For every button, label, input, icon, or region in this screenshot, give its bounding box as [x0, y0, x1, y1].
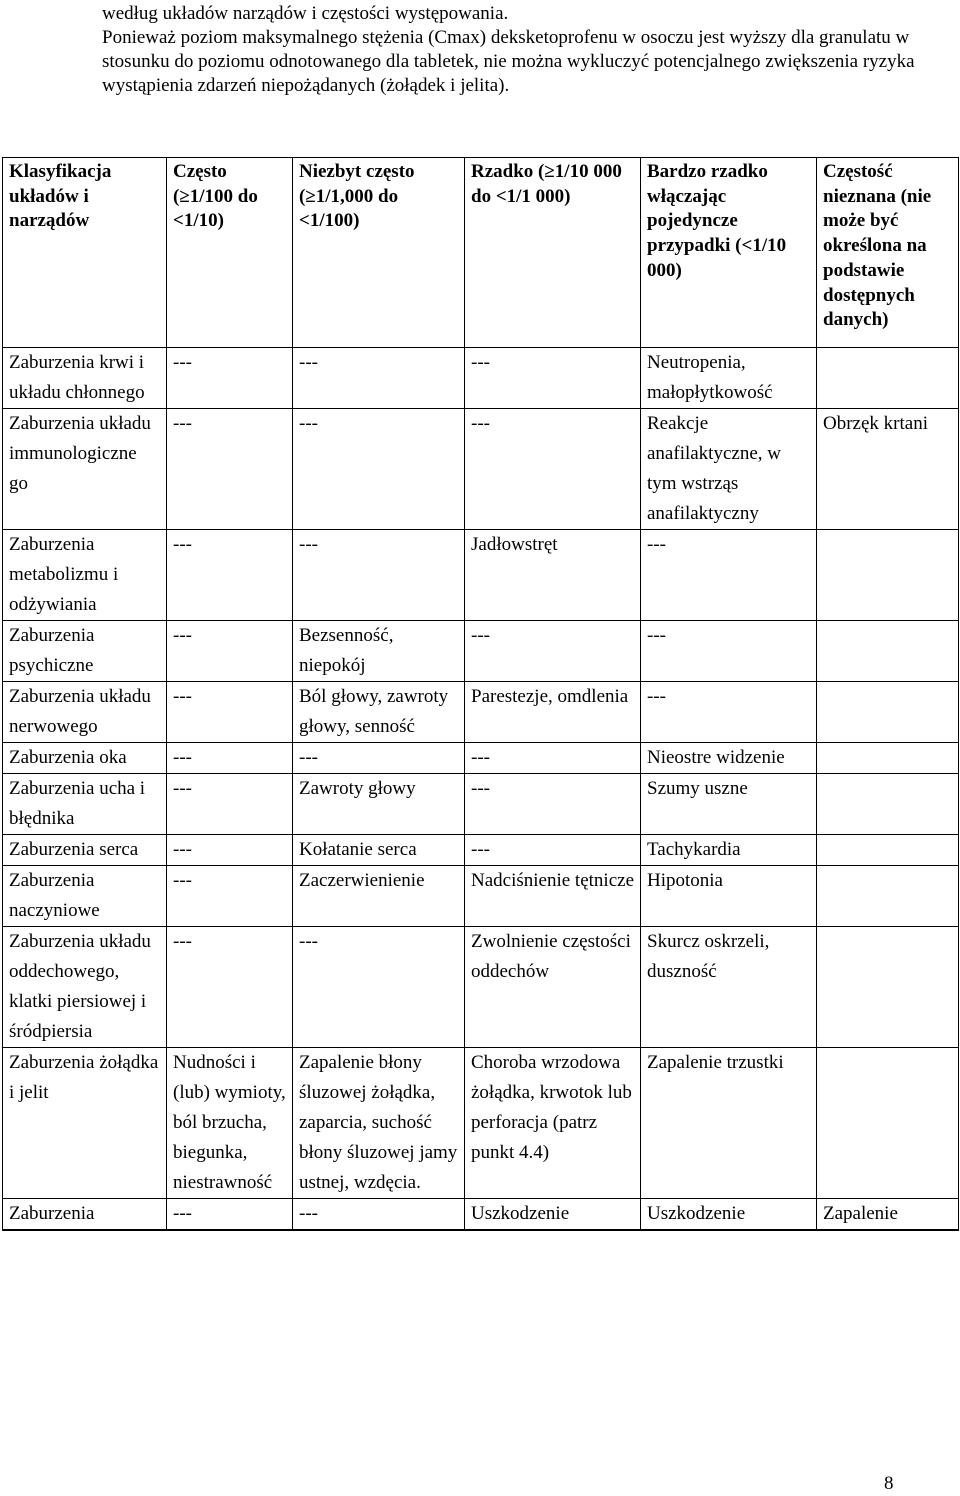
cell-uncommon: --- — [293, 742, 465, 773]
cell-rare: --- — [465, 834, 641, 865]
cell-very-rare: Tachykardia — [641, 834, 817, 865]
cell-very-rare: Nieostre widzenie — [641, 742, 817, 773]
row-soc: Zaburzenia układu oddechowego, klatki piersiowej i śródpiersia — [3, 926, 167, 1047]
table-row — [3, 742, 959, 773]
cell-unknown — [817, 773, 959, 834]
row-soc: Zaburzenia żołądka i jelit — [3, 1047, 167, 1198]
table-row — [3, 1047, 959, 1198]
cell-rare: Choroba wrzodowa żołądka, krwotok lub perforacja (patrz punkt 4.4) — [465, 1047, 641, 1198]
table-row — [3, 681, 959, 742]
cell-unknown — [817, 742, 959, 773]
cell-uncommon: Zapalenie błony śluzowej żołądka, zaparcia, suchość błony śluzowej jamy ustnej, wzdęcia. — [293, 1047, 465, 1198]
cell-rare: --- — [465, 620, 641, 681]
header-uncommon: Niezbyt często (≥1/1,000 do <1/100) — [293, 158, 465, 348]
cell-very-rare: Reakcje anafilaktyczne, w tym wstrząs anafilaktyczny — [641, 408, 817, 529]
intro-line: według układów narządów i częstości występowania. — [102, 3, 509, 24]
header-rare: Rzadko (≥1/10 000 do <1/1 000) — [465, 158, 641, 348]
cell-common: --- — [167, 347, 293, 408]
table-row — [3, 1198, 959, 1230]
cell-rare: Nadciśnienie tętnicze — [465, 865, 641, 926]
row-soc: Zaburzenia układu immunologiczne go — [3, 408, 167, 529]
cell-common: --- — [167, 408, 293, 529]
cell-common: --- — [167, 773, 293, 834]
table-row — [3, 347, 959, 408]
adverse-reactions-table — [2, 157, 959, 1231]
cell-rare: Parestezje, omdlenia — [465, 681, 641, 742]
row-soc: Zaburzenia naczyniowe — [3, 865, 167, 926]
cell-unknown — [817, 926, 959, 1047]
table-row — [3, 926, 959, 1047]
cell-very-rare: --- — [641, 529, 817, 620]
header-common: Często (≥1/100 do <1/10) — [167, 158, 293, 348]
cell-uncommon: --- — [293, 1198, 465, 1230]
cell-common: --- — [167, 926, 293, 1047]
cell-unknown — [817, 529, 959, 620]
row-soc: Zaburzenia psychiczne — [3, 620, 167, 681]
cell-uncommon: Zaczerwienienie — [293, 865, 465, 926]
cell-very-rare: Neutropenia, małopłytkowość — [641, 347, 817, 408]
cell-rare: --- — [465, 408, 641, 529]
row-soc: Zaburzenia krwi i układu chłonnego — [3, 347, 167, 408]
cell-unknown: Zapalenie — [817, 1198, 959, 1230]
cell-very-rare: Hipotonia — [641, 865, 817, 926]
cell-uncommon: Zawroty głowy — [293, 773, 465, 834]
cell-rare: --- — [465, 773, 641, 834]
cell-unknown — [817, 681, 959, 742]
cell-common: --- — [167, 529, 293, 620]
cell-common: Nudności i (lub) wymioty, ból brzucha, biegunka, niestrawność — [167, 1047, 293, 1198]
row-soc: Zaburzenia serca — [3, 834, 167, 865]
cell-common: --- — [167, 620, 293, 681]
header-unknown: Częstość nieznana (nie może być określona na podstawie dostępnych danych) — [817, 158, 959, 348]
header-soc: Klasyfikacja układów i narządów — [3, 158, 167, 348]
cell-uncommon: Kołatanie serca — [293, 834, 465, 865]
cell-unknown — [817, 1047, 959, 1198]
cell-unknown — [817, 865, 959, 926]
cell-rare: Uszkodzenie — [465, 1198, 641, 1230]
cell-uncommon: --- — [293, 529, 465, 620]
cell-unknown — [817, 347, 959, 408]
table-row — [3, 620, 959, 681]
table-row — [3, 408, 959, 529]
cell-uncommon: --- — [293, 347, 465, 408]
row-soc: Zaburzenia — [3, 1198, 167, 1230]
cell-uncommon: --- — [293, 408, 465, 529]
cell-common: --- — [167, 681, 293, 742]
cell-very-rare: Skurcz oskrzeli, duszność — [641, 926, 817, 1047]
cell-unknown: Obrzęk krtani — [817, 408, 959, 529]
row-soc: Zaburzenia metabolizmu i odżywiania — [3, 529, 167, 620]
cell-rare: --- — [465, 742, 641, 773]
header-very-rare: Bardzo rzadko włączając pojedyncze przypadki (<1/10 000) — [641, 158, 817, 348]
cell-unknown — [817, 834, 959, 865]
row-soc: Zaburzenia układu nerwowego — [3, 681, 167, 742]
intro-text — [102, 2, 942, 98]
cell-uncommon: Bezsenność, niepokój — [293, 620, 465, 681]
table-header-row — [3, 158, 959, 348]
cell-uncommon: --- — [293, 926, 465, 1047]
page-number: 8 — [884, 1473, 894, 1494]
cell-common: --- — [167, 742, 293, 773]
cell-common: --- — [167, 834, 293, 865]
table-row — [3, 834, 959, 865]
cell-common: --- — [167, 865, 293, 926]
cell-unknown — [817, 620, 959, 681]
cell-rare: Jadłowstręt — [465, 529, 641, 620]
table-row — [3, 529, 959, 620]
cell-rare: --- — [465, 347, 641, 408]
cell-rare: Zwolnienie częstości oddechów — [465, 926, 641, 1047]
table-row — [3, 773, 959, 834]
table-row — [3, 865, 959, 926]
row-soc: Zaburzenia oka — [3, 742, 167, 773]
cell-very-rare: --- — [641, 681, 817, 742]
cell-very-rare: Zapalenie trzustki — [641, 1047, 817, 1198]
cell-very-rare: --- — [641, 620, 817, 681]
cell-very-rare: Szumy uszne — [641, 773, 817, 834]
cell-common: --- — [167, 1198, 293, 1230]
cell-uncommon: Ból głowy, zawroty głowy, senność — [293, 681, 465, 742]
intro-paragraph: Ponieważ poziom maksymalnego stężenia (Cmax) deksketoprofenu w osoczu jest wyższy dla granulatu w stosunku do poziomu odnotowanego dla tabletek, nie można wykluczyć potencjalnego zwiększenia ryzyka wystąpienia zdarzeń niepożądanych (żołądek i jelita). — [102, 27, 915, 96]
row-soc: Zaburzenia ucha i błędnika — [3, 773, 167, 834]
cell-very-rare: Uszkodzenie — [641, 1198, 817, 1230]
